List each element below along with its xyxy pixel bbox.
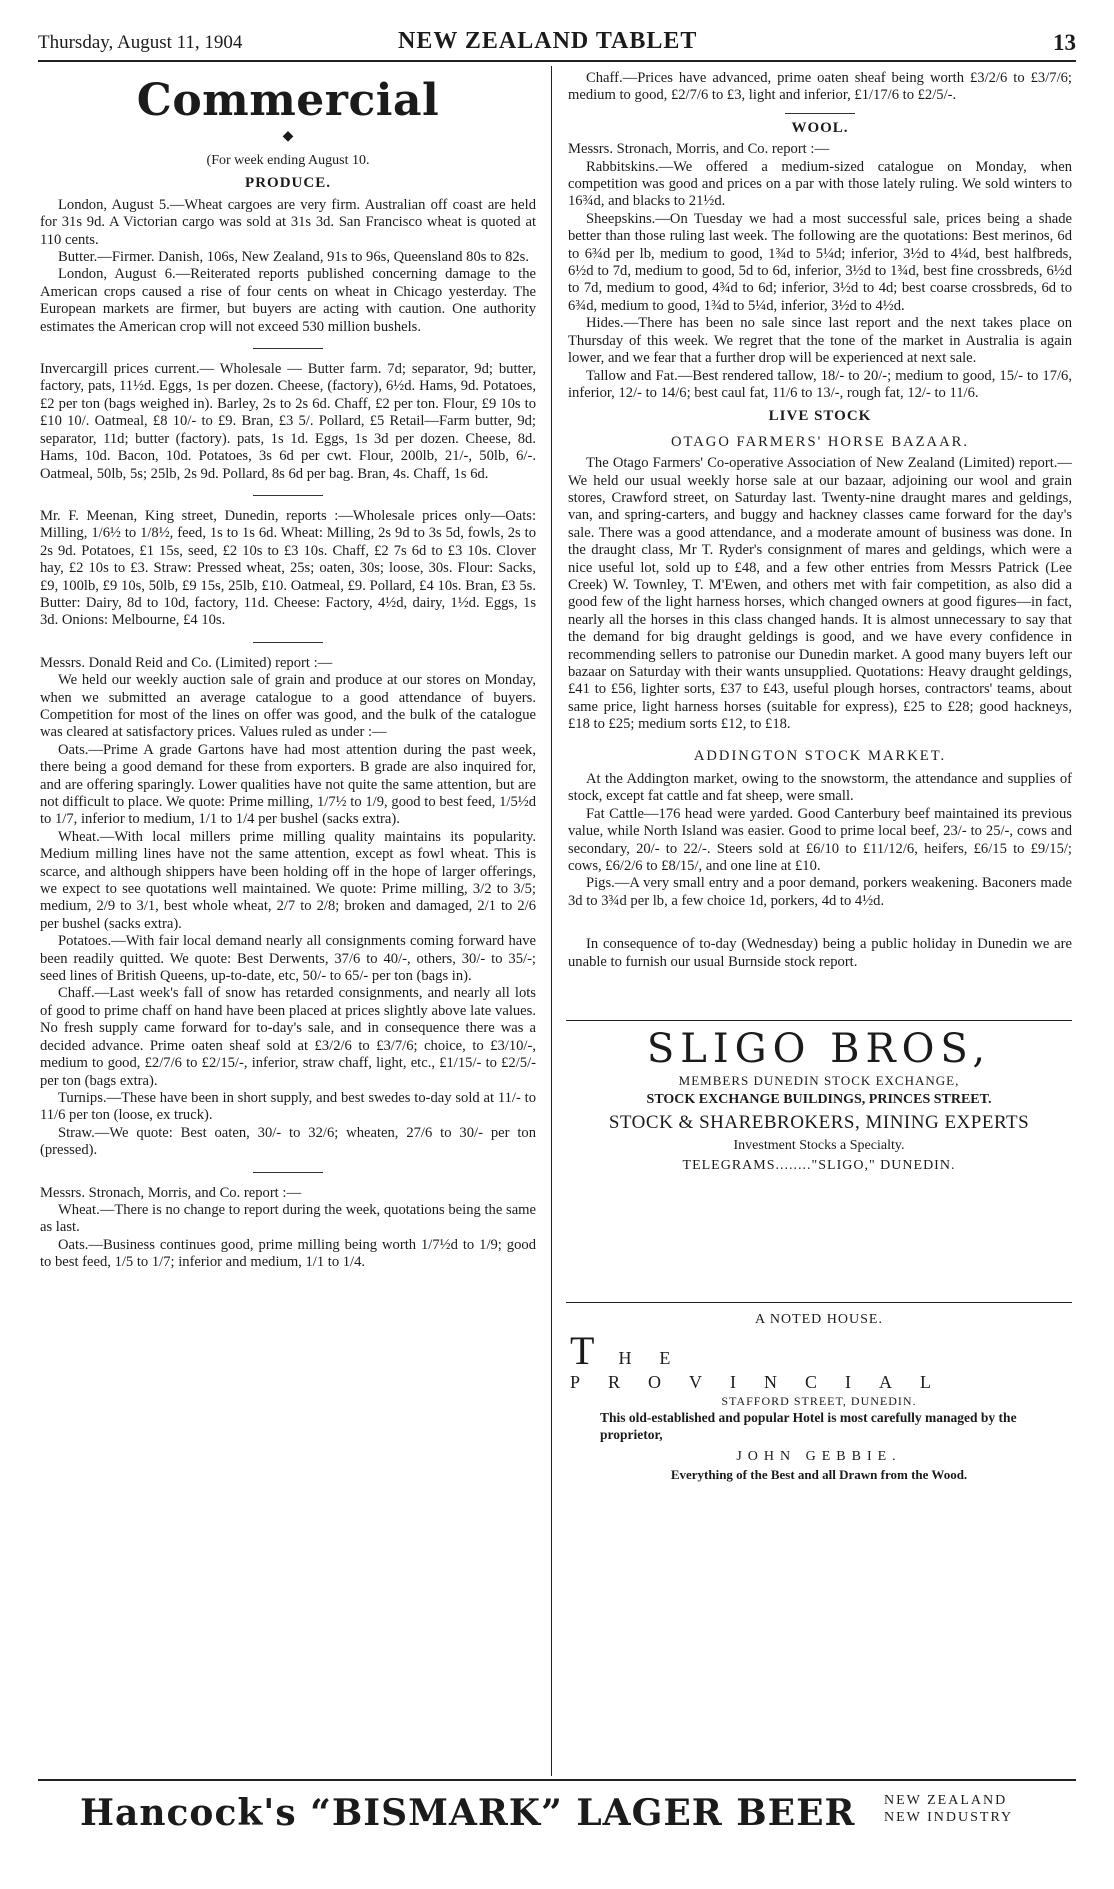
sligo-trade: STOCK & SHAREBROKERS, MINING EXPERTS [608,1112,1030,1133]
masthead-title: NEW ZEALAND TABLET [398,28,698,54]
stronach-report-intro: Messrs. Stronach, Morris, and Co. report :— [40,1184,302,1201]
addington-heading: ADDINGTON STOCK MARKET. [693,747,947,764]
provincial-heading [566,1328,1072,1394]
left-column [40,70,536,1770]
footer-rule [38,1779,1076,1781]
section-title: Commercial [136,75,440,126]
page-number: 13 [1053,30,1076,55]
addington-intro: At the Addington market, owing to the snowstorm, the attendance and supplies of stock, except fat cattle and fat sheep, were small. [568,771,1072,805]
sligo-specialty: Investment Stocks a Specialty. [733,1138,905,1153]
reid-potatoes-paragraph: Potatoes.—With fair local demand nearly all consignments coming forward have been readily quitted. We quote: Best Derwents, 37/6 to 40/-, others, 30/- to 35/-; seed lines of British Queens, up-to-date, etc, 50/- to 65/- per ton (bags in). [40,933,536,985]
reid-wheat-paragraph: Wheat.—With local millers prime milling quality maintains its popularity. Medium milling lines have not the same attention, except as fowl wheat. This is scarce, and although shippers have been holding off in the hope of larger offerings, we expect to see quotations well maintained. We quote: Prime milling, 3/2 to 3/5; medium, 2/9 to 3/1, best whole wheat, 2/7 to 2/8; broken and damaged, 2/1 to 2/6 per bushel (sacks extra). [40,828,536,932]
sligo-members: MEMBERS DUNEDIN STOCK EXCHANGE, [678,1073,960,1088]
stronach-oats-paragraph: Oats.—Business continues good, prime milling being worth 1/7½d to 1/9; good to best feed, 1/5 to 1/7; inferior and medium, 1/1 to 1/4. [40,1236,536,1271]
reid-report-intro: Messrs. Donald Reid and Co. (Limited) report :— [40,654,333,671]
column-divider [551,66,552,1776]
wool-report-intro: Messrs. Stronach, Morris, and Co. report :— [568,141,830,158]
provincial-street: STAFFORD STREET, DUNEDIN. [721,1394,917,1408]
sligo-address: STOCK EXCHANGE BUILDINGS, PRINCES STREET. [646,1092,992,1107]
sligo-telegrams: TELEGRAMS........"SLIGO," DUNEDIN. [682,1158,956,1173]
reid-straw-paragraph: Straw.—We quote: Best oaten, 30/- to 32/6; wheaten, 27/6 to 30/- per ton (pressed). [40,1124,536,1159]
ornament-divider: ◆ [282,129,294,144]
invercargill-prices: Invercargill prices current.— Wholesale — Butter farm. 7d; separator, 9d; butter, factory, pats, 11½d. Eggs, 1s per dozen. Cheese, (factory), 6½d. Hams, 9d. Potatoes, £2 per ton (bags weighed in). Barley, 2s to 2s 6d. Chaff, £2 per ton. Flour, £9 10s to £10 10/. Oatmeal, £8 10/- to £9. Bran, £3 5/. Pollard, £5 Retail—Farm butter, 9d; separator, 11d; butter (factory). pats, 1s 1d. Eggs, 1s 3d per dozen. Cheese, 8d. Hams, 10d. Bacon, 10d. Potatoes, 3s 6d per cwt. Flour, 200lb, 21/-, 50lb, 6/-. Oatmeal, 50lb, 5s; 25lb, 2s 9d. Pollard, 8s 6d per bag. Bran, 4s. Chaff, 1s 6d. [40,361,536,482]
chaff-paragraph: Chaff.—Prices have advanced, prime oaten sheaf being worth £3/2/6 to £3/7/6; medium to good, £2/7/6 to £3, light and inferior, £1/17/6 to £2/5/-. [568,70,1072,104]
sheepskins-paragraph: Sheepskins.—On Tuesday we had a most successful sale, prices being a shade better than those ruling last week. The following are the quotations: Best merinos, 6d to 6¾d per lb, medium to good, 1¾d to 5¼d; inferior, 3½d to 4¼d, best halfbreds, 6½d to 7d, medium to good, 5d to 6d, inferior, 3½d to 1¾d, best fine crossbreds, 6½d to 7d, medium to good, 4¾d to 6d; inferior, 3½d to 4d; best coarse crossbreds, 6d to 6¾d, medium to good, 1¾d to 5¼d, inferior, 3½d to 4½d. [568,210,1072,314]
right-column [568,70,1072,1016]
produce-heading: PRODUCE. [245,175,331,192]
pigs-paragraph: Pigs.—A very small entry and a poor demand, porkers weakening. Baconers made 3d to 3¾d per lb, a few choice 1d, porkers, 4d to 4½d. [568,875,1072,909]
noted-house-label: A NOTED HOUSE. [755,1312,883,1327]
rabbitskins-paragraph: Rabbitskins.—We offered a medium-sized catalogue on Monday, when competition was good and prices on a par with those lately ruling. We sold winters to 16¾d, and blacks to 21½d. [568,158,1072,210]
meenan-report: Mr. F. Meenan, King street, Dunedin, reports :—Wholesale prices only—Oats: Milling, 1/6½ to 1/8½, feed, 1s to 1s 6d. Wheat: Milling, 2s 9d to 3s 5d, fowls, 2s to 2s 9d. Potatoes, £1 15s, seed, £2 10s to £3 10s. Chaff, £2 7s 6d to £3 10s. Clover hay, £2 10s to £3. Straw: Pressed wheat, 25s; oaten, 30s; loose, 30s. Flour: Sacks, £9, 100lb, £9 10s, 50lb, £9 15s, 25lb, £10. Oatmeal, £9. Pollard, £4 10s. Bran, £3 5s. Butter: Dairy, 8d to 10d, factory, 11d. Cheese: Factory, 4½d, dairy, 1½d. Eggs, 1s 3d. Onions: Melbourne, £4 10s. [40,507,536,629]
wool-heading: WOOL. [791,119,849,136]
horse-bazaar-report: The Otago Farmers' Co-operative Association of New Zealand (Limited) report.—We held our usual weekly horse sale at our bazaar, adjoining our wool and grain stores, Crawford street, on Saturday last. Twenty-nine draught mares and geldings, van, and spring-carters, and buggy and hackney classes came forward for the day's sale. There was a good attendance, and a moderate amount of business was done. In the draught class, Mr T. Ryder's consignment of mares and geldings, which were a nice useful lot, sold up to £48, and a few other entries from Messrs Patrick (Lee Creek) W. Townley, T. M'Ewen, and others met with fair competition, as also did a good few of the light harness horses, which changed owners at good figures—in fact, nearly all the horses in this class changed hands. It is almost unnecessary to say that the demand for big draught geldings is good, and we have every confidence in recommending sellers to patronise our Dunedin market. A good many buyers left our bazaar on Saturday with their wants unsupplied. Quotations: Heavy draught geldings, £41 to £56, lighter sorts, £37 to £43, useful plough horses, contractors' teams, about same price, light harness horses (suitable for express), £25 to £28; good hackneys, £18 to £25; medium sorts £12, to £18. [568,455,1072,733]
london-crops-paragraph: London, August 6.—Reiterated reports published concerning damage to the American crops caused a rise of four cents on wheat in Chicago yesterday. The European markets are firmer, but buyers are acting with caution. One authority estimates the American crop will not exceed 530 million bushels. [40,266,536,335]
separator [253,1172,323,1173]
reid-chaff-paragraph: Chaff.—Last week's fall of snow has retarded consignments, and nearly all lots of good to prime chaff on hand have been placed at prices slightly above late values. No fresh supply came forward for to-day's sale, and in consequence there was a decided advance. Prime oaten sheaf sold at £3/2/6 to £3/7/6; choice, to £3/10/-, medium to good, £2/7/6 to £2/15/-, inferior, straw chaff, light, etc., £1/15/- to £2/5/- per ton (bags extra). [40,985,536,1089]
week-note: (For week ending August 10. [206,153,370,168]
horse-bazaar-heading: OTAGO FARMERS' HORSE BAZAAR. [670,433,969,450]
provincial-proprietor: JOHN GEBBIE. [736,1449,902,1464]
separator [253,348,323,349]
london-wheat-paragraph: London, August 5.—Wheat cargoes are very firm. Australian off coast are held for 31s 9d. A Victorian cargo was sold at 31s 3d. San Francisco wheat is quoted at 110 cents. [40,196,536,248]
nz-industry-badge [884,1792,1013,1826]
hides-paragraph: Hides.—There has been no sale since last report and the next takes place on Thursday of this week. We regret that the tone of the market in Australia is again lower, and we fear that a further drop will be experienced at next sale. [568,315,1072,367]
live-stock-heading: LIVE STOCK [768,408,872,425]
header-rule [38,60,1076,62]
provincial-slogan: Everything of the Best and all Drawn from the Wood. [670,1467,968,1482]
nz-line-1: NEW ZEALAND [884,1793,1008,1808]
fat-cattle-paragraph: Fat Cattle—176 head were yarded. Good Canterbury beef maintained its previous value, while North Island was easier. Good to prime local beef, 23/- to 25/-, cows and secondary, 20/- to 22/-. Steers sold at £6/10 to £11/12/6, heifers, £6/15 to £9/15/; cows, £6/2/6 to £8/15/, and one line at £10. [568,805,1072,875]
tallow-paragraph: Tallow and Fat.—Best rendered tallow, 18/- to 20/-; medium to good, 15/- to 17/6, inferior, 12/- to 14/6; best caul fat, 11/6 to 13/-, rough fat, 12/- to 11/6. [568,367,1072,401]
separator [253,495,323,496]
separator [785,113,855,114]
issue-date: Thursday, August 11, 1904 [38,32,243,53]
separator [253,642,323,643]
bismark-beer-ad: Hancock's “BISMARK” LAGER BEER [80,1792,856,1834]
sligo-advertisement [566,1026,1072,1176]
reid-turnips-paragraph: Turnips.—These have been in short supply, and best swedes to-day sold at 11/- to 11/6 per ton (loose, ex truck). [40,1089,536,1124]
reid-auction-paragraph: We held our weekly auction sale of grain and produce at our stores on Monday, when we submitted an average catalogue to a good attendance of buyers. Competition for most of the lines on offer was good, and the bulk of the catalogue was cleared at satisfactory prices. Values ruled as under :— [40,672,536,741]
reid-oats-paragraph: Oats.—Prime A grade Gartons have had most attention during the past week, there being a good demand for these from exporters. B grade are also inquired for, and are offering sparingly. Lower qualities have not quite the same attention, but are not difficult to place. We quote: Prime milling, 1/7½ to 1/9, good to best feed, 1/5½d to 1/7, inferior to medium, 1/1 to 1/4 per bushel (sacks extra). [40,741,536,828]
provincial-description: This old-established and popular Hotel is most carefully managed by the proprietor, [600,1410,1017,1442]
nz-line-2: NEW INDUSTRY [884,1810,1014,1825]
butter-paragraph: Butter.—Firmer. Danish, 106s, New Zealand, 91s to 96s, Queensland 80s to 82s. [58,249,530,266]
provincial-advertisement [566,1328,1072,1483]
ad-rule-top [566,1020,1072,1021]
sligo-name: SLIGO BROS, [646,1026,992,1072]
running-head [38,28,1076,56]
ad-rule-middle [566,1302,1072,1303]
holiday-notice: In consequence of to-day (Wednesday) being a public holiday in Dunedin we are unable to furnish our usual Burnside stock report. [568,936,1072,970]
provincial-initial: T [570,1328,619,1373]
provincial-title: HE PROVINCIAL [570,1348,960,1392]
stronach-wheat-paragraph: Wheat.—There is no change to report during the week, quotations being the same as last. [40,1201,536,1236]
